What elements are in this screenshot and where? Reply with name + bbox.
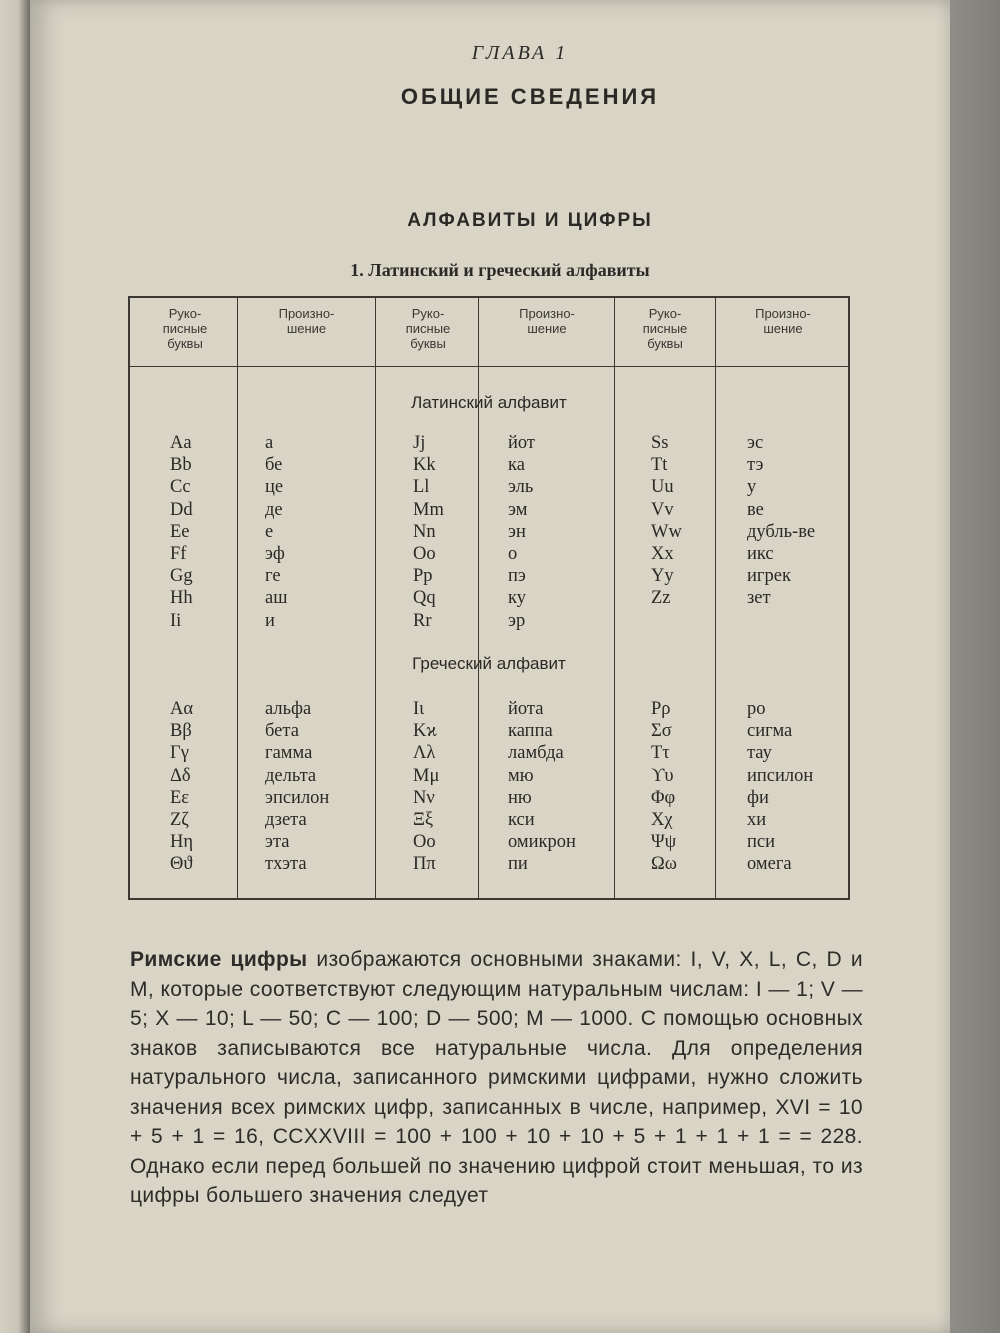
table-caption: 1. Латинский и греческий алфавиты: [350, 260, 650, 280]
pronunciation-cell: хи: [747, 809, 767, 830]
letter-cell: Qq: [413, 588, 436, 609]
letter-cell: Aa: [170, 433, 192, 453]
pronunciation-cell: сигма: [747, 721, 793, 742]
letter-cell: ϒυ: [651, 765, 674, 786]
header-pronunciation-2: Произно- шение: [519, 306, 575, 336]
roman-numerals-paragraph: [130, 945, 863, 1211]
pronunciation-cell: каппа: [508, 721, 553, 742]
pronunciation-cell: ге: [265, 566, 281, 587]
letter-cell: Ψψ: [651, 832, 677, 853]
letter-cell: Γγ: [170, 743, 189, 764]
greek-col2-letters: [413, 698, 439, 876]
header-letters-3: Руко- писные буквы: [642, 306, 688, 351]
latin-col1-names: [265, 432, 287, 632]
pronunciation-cell: тэ: [747, 455, 764, 476]
table-column-divider: [478, 298, 479, 898]
letter-cell: Ωω: [651, 854, 677, 875]
latin-col3-names: [747, 432, 815, 610]
letter-cell: Tτ: [651, 743, 670, 764]
pronunciation-cell: пи: [508, 854, 528, 875]
pronunciation-cell: пэ: [508, 566, 526, 587]
letter-cell: Zζ: [170, 809, 189, 830]
pronunciation-cell: эм: [508, 499, 528, 520]
letter-cell: Ee: [170, 521, 190, 542]
table-column-divider: [237, 298, 238, 898]
pronunciation-cell: ку: [508, 588, 526, 609]
letter-cell: Ii: [170, 610, 182, 631]
letter-cell: Ππ: [413, 854, 436, 875]
pronunciation-cell: ламбда: [508, 743, 564, 764]
header-pronunciation-1: Произно- шение: [278, 306, 335, 336]
letter-cell: Nn: [413, 521, 436, 542]
pronunciation-cell: дельта: [265, 765, 317, 786]
letter-cell: Aα: [170, 699, 194, 719]
pronunciation-cell: у: [747, 477, 757, 498]
pronunciation-cell: ипсилон: [747, 765, 814, 786]
pronunciation-cell: фи: [747, 787, 769, 808]
paragraph-bold-lead: Римские цифры: [130, 948, 308, 971]
pronunciation-cell: и: [265, 610, 275, 631]
letter-cell: Eε: [170, 787, 190, 808]
letter-cell: Jj: [413, 433, 426, 453]
pronunciation-cell: эс: [747, 433, 764, 453]
greek-col1-names: [265, 698, 329, 876]
header-letters-1: Руко- писные буквы: [162, 306, 208, 351]
letter-cell: Λλ: [413, 743, 436, 764]
table-header-divider: [130, 366, 848, 367]
pronunciation-cell: де: [265, 499, 283, 520]
pronunciation-cell: йот: [508, 433, 535, 453]
pronunciation-cell: альфа: [265, 699, 312, 719]
pronunciation-cell: йота: [508, 699, 544, 719]
letter-cell: Pρ: [651, 699, 671, 719]
letter-cell: Rr: [413, 610, 432, 631]
greek-col3-letters: [651, 698, 677, 876]
alphabet-table: [128, 296, 850, 900]
table-column-divider: [614, 298, 615, 898]
letter-cell: Φφ: [651, 787, 676, 808]
letter-cell: Hη: [170, 832, 194, 853]
letter-cell: Vv: [651, 499, 674, 520]
pronunciation-cell: дубль-ве: [747, 521, 816, 542]
letter-cell: Hh: [170, 588, 193, 609]
pronunciation-cell: це: [265, 477, 284, 498]
letter-cell: Oo: [413, 832, 436, 853]
pronunciation-cell: ню: [508, 787, 532, 808]
table-column-divider: [715, 298, 716, 898]
letter-cell: Xχ: [651, 809, 673, 830]
letter-cell: Pp: [413, 566, 433, 587]
latin-alphabet-heading: Латинский алфавит: [411, 393, 567, 412]
pronunciation-cell: ка: [508, 455, 525, 476]
letter-cell: Yy: [651, 566, 674, 587]
latin-col2-names: [508, 432, 535, 632]
letter-cell: Kϰ: [413, 721, 437, 742]
letter-cell: Nν: [413, 787, 435, 808]
letter-cell: Bb: [170, 455, 192, 476]
background-surface: [950, 0, 1000, 1333]
greek-col3-names: [747, 698, 813, 876]
letter-cell: Δδ: [170, 765, 191, 786]
pronunciation-cell: зет: [747, 588, 771, 609]
letter-cell: Mm: [413, 499, 444, 520]
letter-cell: Oo: [413, 543, 436, 564]
paragraph-body: изображаются основными знаками: I, V, X, L, C, D и M, которые соответствуют следующим натуральным числам: I — 1; V — 5; X — 10; L — 50; C — 100; D — 500; M — 1000. С помощью основных знаков записываются все натуральные числа. Для определения натурального числа, записанного римскими цифрами, нужно сложить значения всех римских цифр, записанных в числе, например, XVI = 10 + 5 + 1 = 16, CCXXVIII = 100 + 100 + 10 + 10 + 5 + 1 + 1 + 1 = = 228. Однако если перед большей по значению цифрой стоит меньшая, то из цифры большего значения следует: [130, 948, 863, 1207]
letter-cell: Ξξ: [413, 809, 434, 830]
pronunciation-cell: тау: [747, 743, 772, 764]
section-title: АЛФАВИТЫ И ЦИФРЫ: [407, 210, 653, 231]
letter-cell: Zz: [651, 588, 671, 609]
letter-cell: Θϑ: [170, 854, 193, 875]
pronunciation-cell: е: [265, 521, 274, 542]
greek-col1-letters: [170, 698, 193, 876]
greek-alphabet-heading: Греческий алфавит: [412, 654, 566, 673]
pronunciation-cell: омега: [747, 854, 792, 875]
pronunciation-cell: пси: [747, 832, 776, 853]
pronunciation-cell: игрек: [747, 566, 791, 587]
greek-col2-names: [508, 698, 576, 876]
header-pronunciation-3: Произно- шение: [755, 306, 811, 336]
pronunciation-cell: аш: [265, 588, 288, 609]
pronunciation-cell: мю: [508, 765, 534, 786]
letter-cell: Mμ: [413, 765, 440, 786]
pronunciation-cell: икс: [747, 543, 774, 564]
pronunciation-cell: ве: [747, 499, 764, 520]
letter-cell: Ww: [651, 521, 682, 542]
letter-cell: Uu: [651, 477, 674, 498]
pronunciation-cell: омикрон: [508, 832, 576, 853]
pronunciation-cell: а: [265, 433, 274, 453]
pronunciation-cell: кси: [508, 809, 535, 830]
letter-cell: Kk: [413, 455, 436, 476]
pronunciation-cell: дзета: [265, 809, 307, 830]
pronunciation-cell: эф: [265, 543, 285, 564]
previous-page-edge: [0, 0, 30, 1333]
letter-cell: Ff: [170, 543, 187, 564]
pronunciation-cell: эта: [265, 832, 290, 853]
header-letters-2: Руко- писные буквы: [405, 306, 451, 351]
pronunciation-cell: о: [508, 543, 518, 564]
pronunciation-cell: эпсилон: [265, 787, 330, 808]
pronunciation-cell: гамма: [265, 743, 313, 764]
letter-cell: Σσ: [651, 721, 672, 742]
latin-col1-letters: [170, 432, 193, 632]
letter-cell: Ll: [413, 477, 430, 498]
pronunciation-cell: ро: [747, 699, 766, 719]
latin-col2-letters: [413, 432, 444, 632]
pronunciation-cell: бе: [265, 455, 283, 476]
chapter-title: ОБЩИЕ СВЕДЕНИЯ: [400, 84, 660, 109]
chapter-label: ГЛАВА 1: [471, 42, 569, 64]
pronunciation-cell: эль: [508, 477, 534, 498]
letter-cell: Iι: [413, 699, 425, 719]
pronunciation-cell: тхэта: [265, 854, 307, 875]
letter-cell: Xx: [651, 543, 674, 564]
pronunciation-cell: эн: [508, 521, 526, 542]
letter-cell: Gg: [170, 566, 193, 587]
latin-col3-letters: [651, 432, 682, 610]
pronunciation-cell: эр: [508, 610, 526, 631]
letter-cell: Bβ: [170, 721, 192, 742]
letter-cell: Ss: [651, 433, 669, 453]
letter-cell: Cc: [170, 477, 191, 498]
pronunciation-cell: бета: [265, 721, 299, 742]
table-column-divider: [375, 298, 376, 898]
letter-cell: Dd: [170, 499, 193, 520]
letter-cell: Tt: [651, 455, 668, 476]
